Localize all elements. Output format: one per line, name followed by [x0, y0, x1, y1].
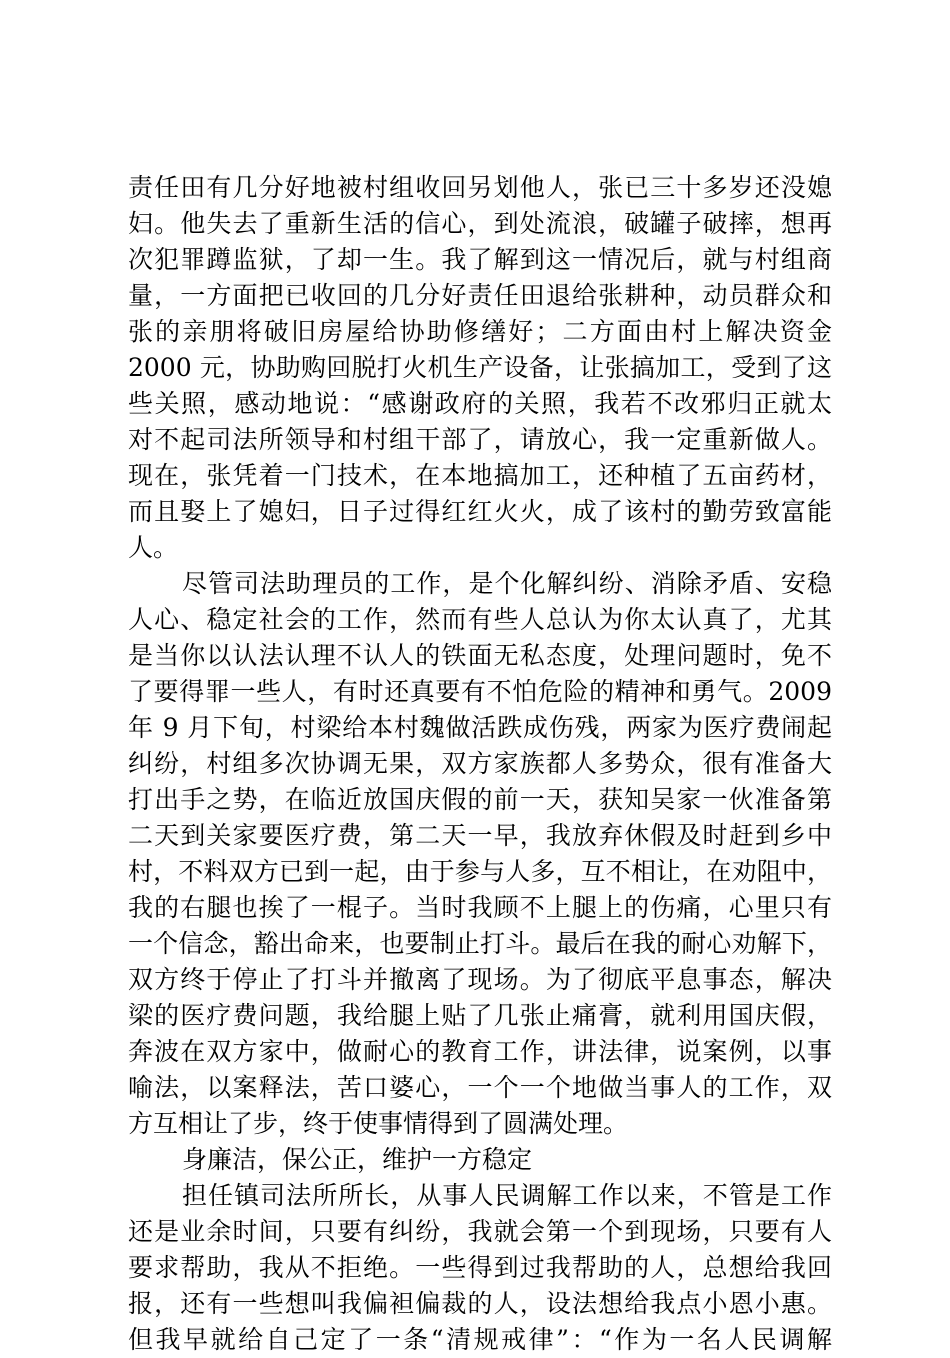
text-line: 而且娶上了媳妇，日子过得红红火火，成了该村的勤劳致富能 [128, 497, 832, 526]
text-line: 还是业余时间，只要有纠纷，我就会第一个到现场，只要有人 [128, 1217, 832, 1246]
text-line: 2000 元，协助购回脱打火机生产设备，让张搞加工，受到了这 [128, 353, 832, 382]
text-line: 年 9 月下旬，村梁给本村魏做活跌成伤残，两家为医疗费闹起 [128, 713, 832, 742]
text-line: 二天到关家要医疗费，第二天一早，我放弃休假及时赶到乡中 [128, 821, 832, 850]
text-line: 报，还有一些想叫我偏袒偏裁的人，设法想给我点小恩小惠。 [128, 1289, 832, 1318]
text-line: 村，不料双方已到一起，由于参与人多，互不相让，在劝阻中， [128, 857, 832, 886]
text-line: 人。 [128, 533, 179, 562]
text-line: 些关照，感动地说：“感谢政府的关照，我若不改邪归正就太 [128, 389, 832, 418]
text-line: 我的右腿也挨了一棍子。当时我顾不上腿上的伤痛，心里只有 [128, 893, 832, 922]
text-line: 次犯罪蹲监狱，了却一生。我了解到这一情况后，就与村组商 [128, 245, 832, 274]
text-line: 方互相让了步，终于使事情得到了圆满处理。 [128, 1109, 629, 1138]
text-line: 量，一方面把已收回的几分好责任田退给张耕种，动员群众和 [128, 281, 832, 310]
text-line: 双方终于停止了打斗并撤离了现场。为了彻底平息事态，解决 [128, 965, 832, 994]
document-body [128, 170, 832, 1358]
text-line: 了要得罪一些人，有时还真要有不怕危险的精神和勇气。2009 [128, 677, 832, 706]
paragraph-start-line: 担任镇司法所所长，从事人民调解工作以来，不管是工作 [182, 1181, 832, 1210]
text-line: 梁的医疗费问题，我给腿上贴了几张止痛膏，就利用国庆假， [128, 1001, 832, 1030]
text-line: 要求帮助，我从不拒绝。一些得到过我帮助的人，总想给我回 [128, 1253, 832, 1282]
section-heading: 身廉洁，保公正，维护一方稳定 [182, 1145, 533, 1174]
text-line: 喻法，以案释法，苦口婆心，一个一个地做当事人的工作，双 [128, 1073, 832, 1102]
text-line: 对不起司法所领导和村组干部了，请放心，我一定重新做人。 [128, 425, 832, 454]
paragraph-start-line: 尽管司法助理员的工作，是个化解纠纷、消除矛盾、安稳 [182, 569, 832, 598]
text-line: 人心、稳定社会的工作，然而有些人总认为你太认真了，尤其 [128, 605, 832, 634]
text-line: 但我早就给自己定了一条“清规戒律”：“作为一名人民调解 [128, 1325, 832, 1354]
text-line: 妇。他失去了重新生活的信心，到处流浪，破罐子破摔，想再 [128, 209, 832, 238]
text-line: 打出手之势，在临近放国庆假的前一天，获知吴家一伙准备第 [128, 785, 832, 814]
text-line: 一个信念，豁出命来，也要制止打斗。最后在我的耐心劝解下， [128, 929, 832, 958]
text-line: 责任田有几分好地被村组收回另划他人，张已三十多岁还没媳 [128, 173, 832, 202]
text-line: 奔波在双方家中，做耐心的教育工作，讲法律，说案例，以事 [128, 1037, 832, 1066]
text-line: 张的亲朋将破旧房屋给协助修缮好；二方面由村上解决资金 [128, 317, 832, 346]
text-line: 是当你以认法认理不认人的铁面无私态度，处理问题时，免不 [128, 641, 832, 670]
text-line: 现在，张凭着一门技术，在本地搞加工，还种植了五亩药材， [128, 461, 832, 490]
text-line: 纠纷，村组多次协调无果，双方家族都人多势众，很有准备大 [128, 749, 832, 778]
